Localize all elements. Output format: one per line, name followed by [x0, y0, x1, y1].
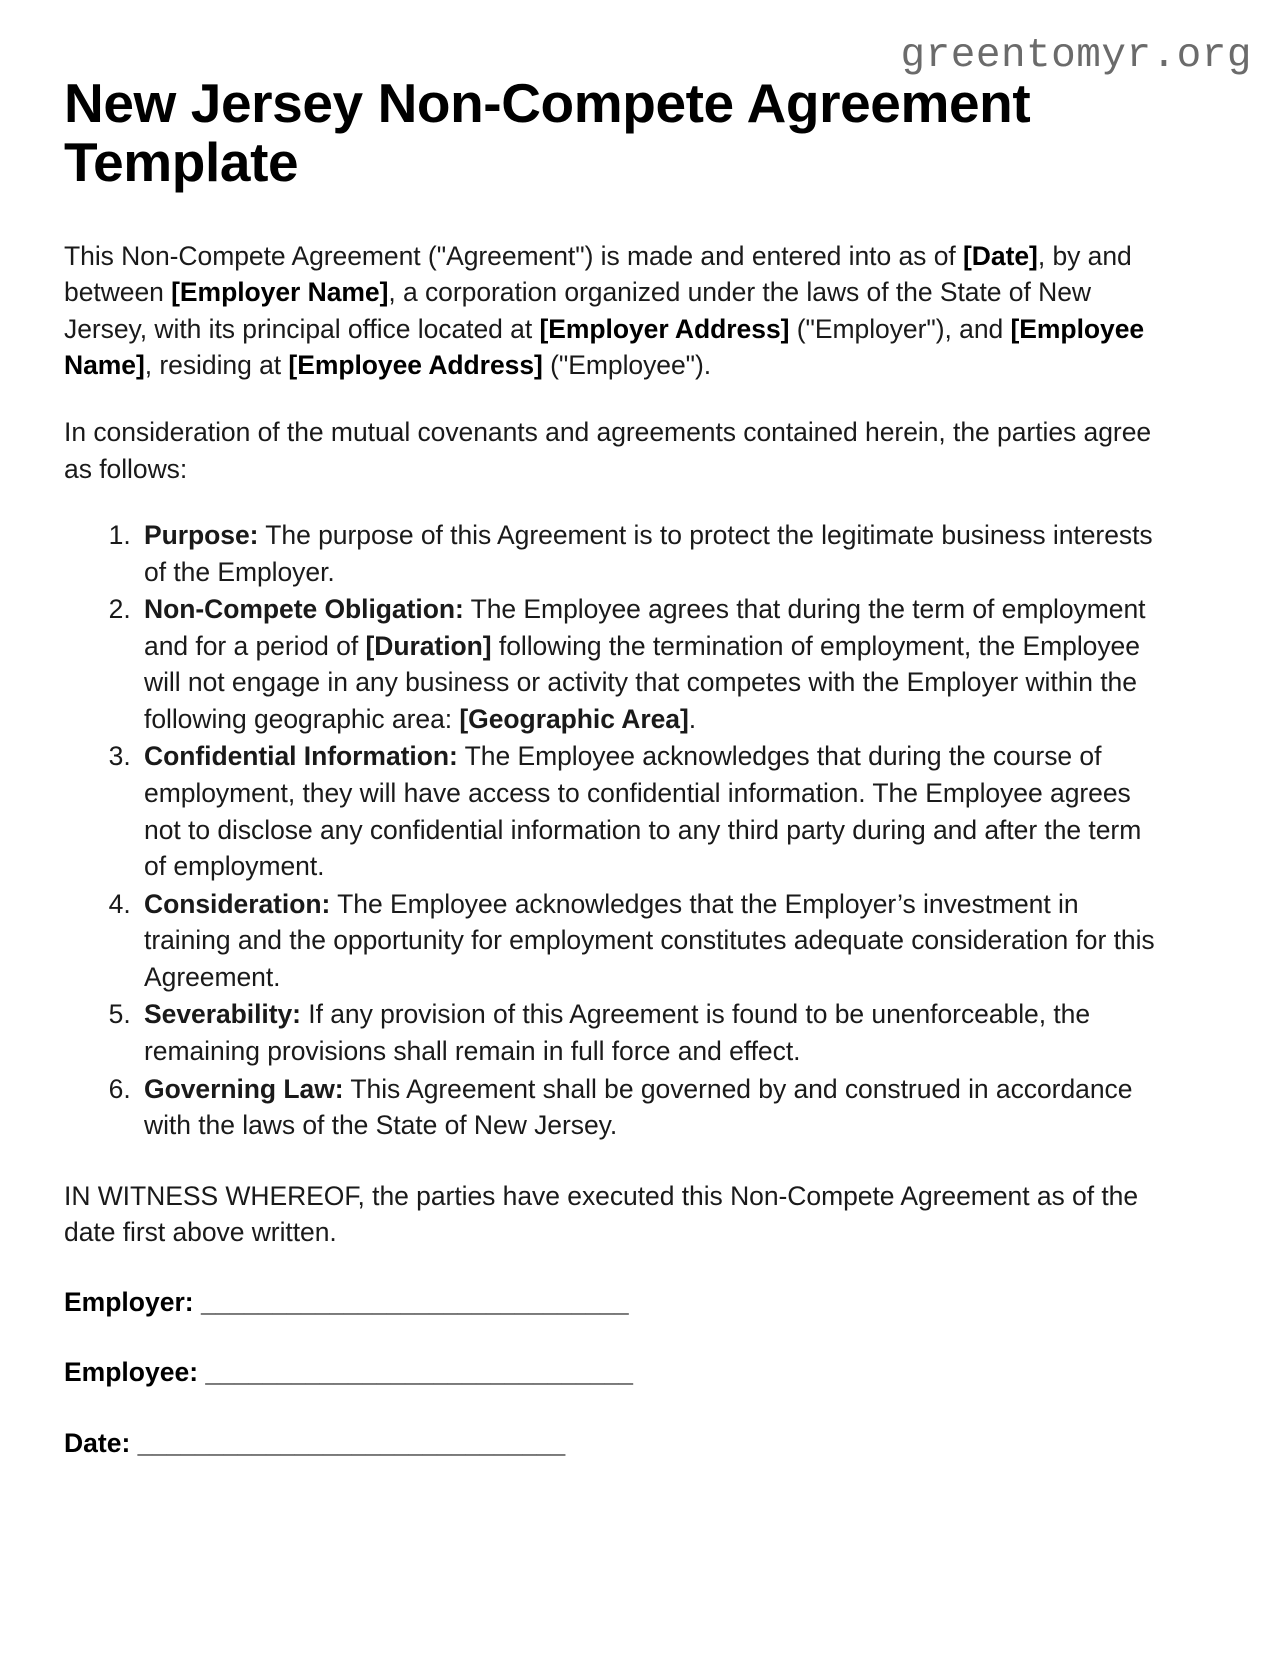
list-item: 1. Purpose: The purpose of this Agreement is to protect the legitimate business interests of the Employer. — [138, 517, 1156, 590]
signature-row-employer — [64, 1285, 1156, 1319]
list-item: 3. Confidential Information: The Employee acknowledges that during the course of employment, they will have access to confidential information. The Employee agrees not to disclose any confidential information to any third party during and after the term of employment. — [138, 738, 1156, 884]
consideration-paragraph: In consideration of the mutual covenants and agreements contained herein, the parties agree as follows: — [64, 416, 1152, 484]
signature-label-employee: Employee: — [64, 1357, 199, 1388]
signature-block — [64, 1285, 1156, 1460]
signature-rule-date[interactable]: ______________________________ — [137, 1427, 565, 1458]
signature-rule-employee[interactable]: ______________________________ — [205, 1357, 633, 1388]
site-watermark: greentomyr.org — [900, 33, 1252, 79]
signature-row-date — [64, 1426, 1156, 1460]
list-item: 6. Governing Law: This Agreement shall be governed by and construed in accordance with the laws of the State of New Jersey. — [138, 1071, 1156, 1144]
terms-list — [64, 517, 1156, 1144]
signature-row-employee — [64, 1355, 1156, 1389]
signature-label-employer: Employer: — [64, 1286, 194, 1317]
list-item: 5. Severability: If any provision of this Agreement is found to be unenforceable, the remaining provisions shall remain in full force and effect. — [138, 996, 1156, 1069]
witness-paragraph: IN WITNESS WHEREOF, the parties have executed this Non-Compete Agreement as of the date first above written. — [64, 1180, 1139, 1248]
intro-paragraph: This Non-Compete Agreement ("Agreement") is made and entered into as of [Date], by and between [Employer Name], a corporation organized under the laws of the State of New Jersey, with its principal office located at [Employer Address] ("Employer"), and [Employee Name], residing at [Employee Address] ("Employee"). — [64, 240, 1145, 381]
signature-label-date: Date: — [64, 1427, 131, 1458]
list-item: 4. Consideration: The Employee acknowledges that the Employer’s investment in training and the opportunity for employment constitutes adequate consideration for this Agreement. — [138, 886, 1156, 996]
page-title: New Jersey Non-Compete Agreement Template — [64, 72, 1031, 193]
list-item: 2. Non-Compete Obligation: The Employee agrees that during the term of employment and for a period of [Duration] following the termination of employment, the Employee will not engage in any business or activity that competes with the Employer within the following geographic area: [Geographic Area]. — [138, 591, 1156, 737]
signature-rule-employer[interactable]: ______________________________ — [200, 1286, 629, 1317]
document-content — [64, 74, 1156, 1496]
